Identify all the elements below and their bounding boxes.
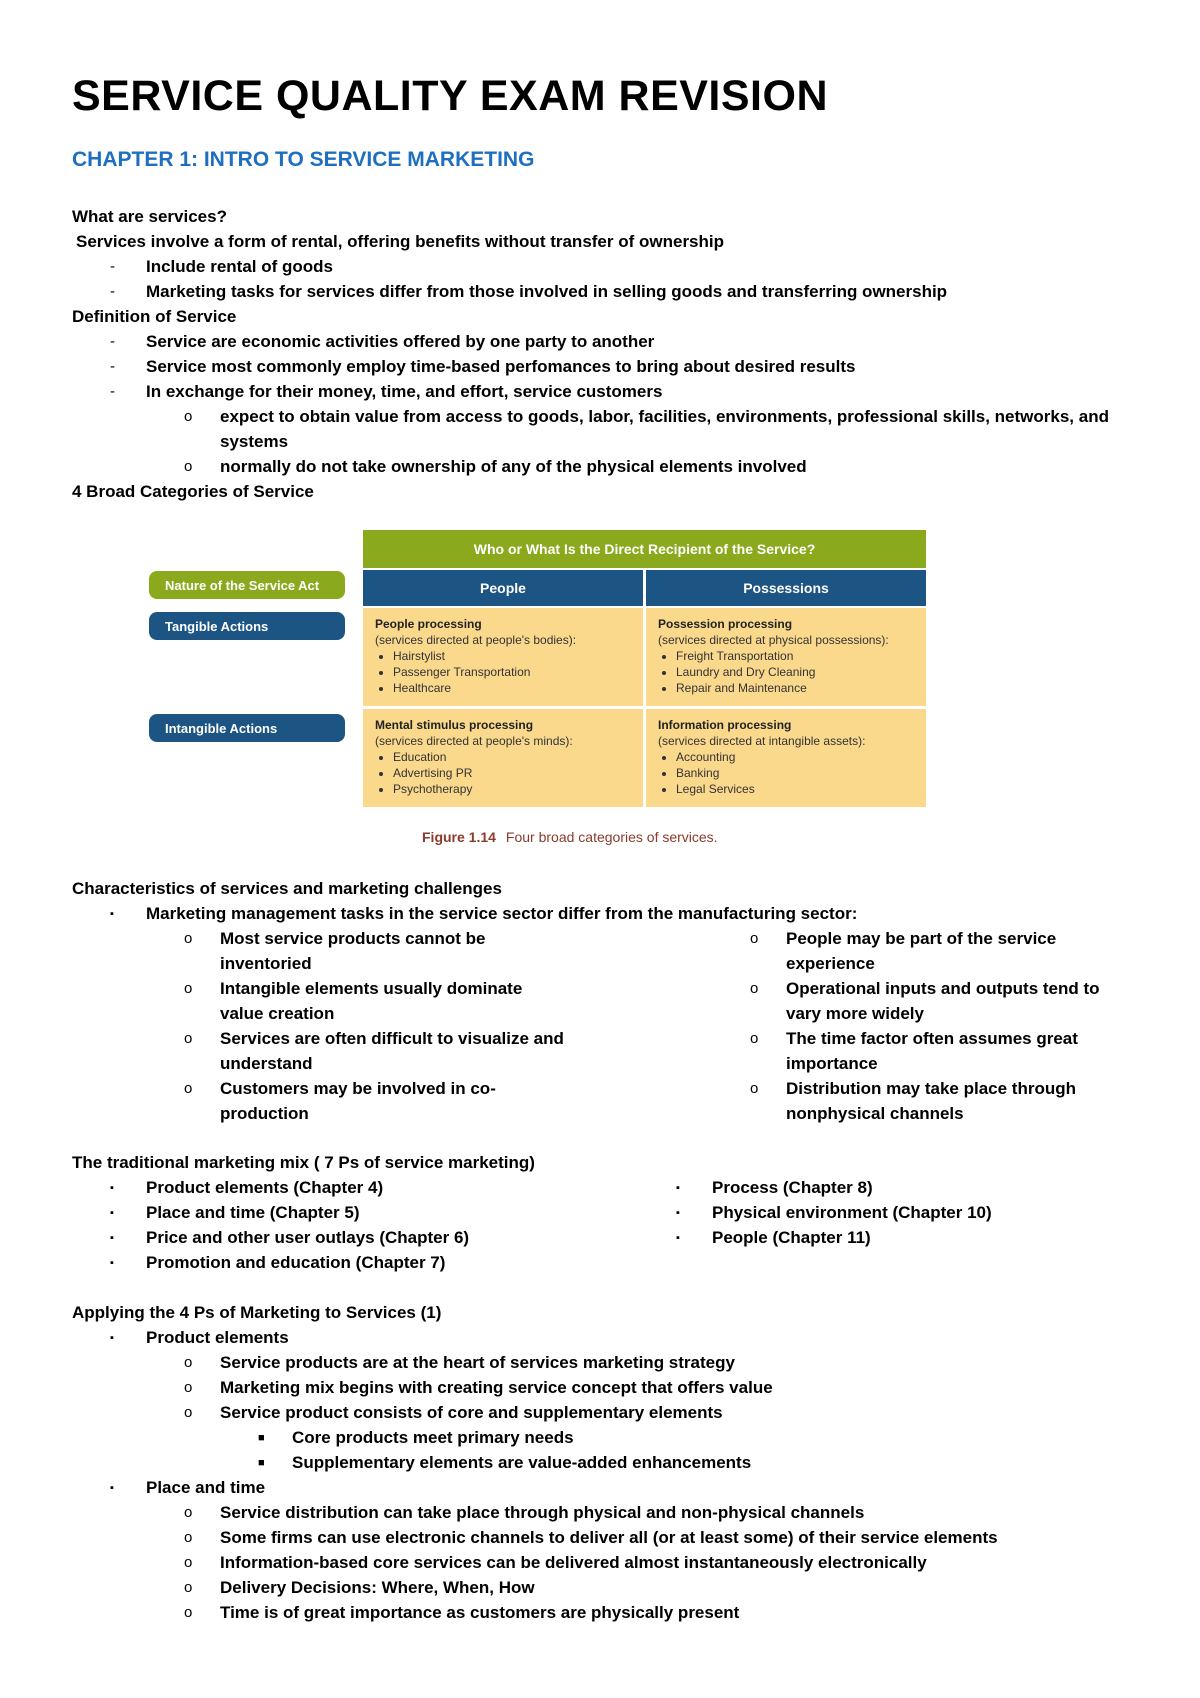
list-item: Process (Chapter 8) [712, 1178, 873, 1197]
section-heading: Applying the 4 Ps of Marketing to Services (1) [72, 1303, 442, 1322]
square-bullet-marker: ▪ [110, 1232, 114, 1244]
square-bullet-marker: ▪ [110, 1332, 114, 1344]
circle-marker: o [184, 1080, 193, 1097]
document-title: SERVICE QUALITY EXAM REVISION [72, 72, 828, 120]
cell-item: • Legal Services [676, 781, 914, 797]
statement: Services involve a form of rental, offering benefits without transfer of ownership [76, 232, 725, 251]
circle-marker: o [184, 1529, 193, 1546]
square-bullet-marker: ▪ [110, 1207, 114, 1219]
circle-marker: o [184, 1354, 193, 1371]
sub-list-item: Service products are at the heart of services marketing strategy [220, 1353, 735, 1372]
figure-header: Who or What Is the Direct Recipient of the Service? [363, 530, 926, 568]
cell-subtitle: (services directed at physical possessions): [658, 633, 889, 647]
sub-list-item: Some firms can use electronic channels to deliver all (or at least some) of their service elements [220, 1528, 998, 1547]
sub-list-item: Delivery Decisions: Where, When, How [220, 1578, 535, 1597]
cell-item: • Psychotherapy [393, 781, 631, 797]
square-bullet-marker: ▪ [676, 1207, 680, 1219]
cell-title: Possession processing [658, 617, 793, 631]
list-item: Marketing management tasks in the service sector differ from the manufacturing sector: [146, 904, 858, 923]
list-item: Place and time (Chapter 5) [146, 1203, 360, 1222]
sub-list-item: Intangible elements usually dominate [220, 979, 523, 998]
list-item: Product elements (Chapter 4) [146, 1178, 384, 1197]
sub-list-item: Time is of great importance as customers are physically present [220, 1603, 740, 1622]
cell-item: • Freight Transportation [676, 648, 914, 664]
cell-item: • Repair and Maintenance [676, 680, 914, 696]
sub-list-item: People may be part of the service [786, 929, 1057, 948]
circle-marker: o [184, 408, 193, 425]
dash-marker: - [110, 383, 115, 400]
square-bullet-marker: ▪ [110, 1182, 114, 1194]
cell-item: • Banking [676, 765, 914, 781]
cell-subtitle: (services directed at people's minds): [375, 734, 573, 748]
sub-list-item: inventoried [220, 954, 312, 973]
square-bullet-marker: ▪ [110, 1482, 114, 1494]
dash-marker: - [110, 333, 115, 350]
sub-list-item: value creation [220, 1004, 335, 1023]
section-heading: Definition of Service [72, 307, 237, 326]
cell-item: • Education [393, 749, 631, 765]
cell-item: • Laundry and Dry Cleaning [676, 664, 914, 680]
sub-sub-list-item: Core products meet primary needs [292, 1428, 574, 1447]
figure-caption [422, 829, 718, 845]
circle-marker: o [184, 1379, 193, 1396]
list-item: Include rental of goods [146, 257, 334, 276]
cell-title: Mental stimulus processing [375, 718, 534, 732]
sub-list-item: expect to obtain value from access to goods, labor, facilities, environments, professional skills, networks, and [220, 407, 1109, 426]
section-heading: What are services? [72, 207, 227, 226]
sub-list-item: systems [220, 432, 289, 451]
circle-marker: o [750, 930, 759, 947]
circle-marker: o [184, 1554, 193, 1571]
circle-marker: o [184, 1030, 193, 1047]
circle-marker: o [750, 1080, 759, 1097]
square-bullet-marker: ▪ [676, 1232, 680, 1244]
square-bullet-marker: ▪ [110, 908, 114, 920]
cell-subtitle: (services directed at people's bodies): [375, 633, 577, 647]
circle-marker: o [184, 1579, 193, 1596]
square-bullet-marker: ▪ [676, 1182, 680, 1194]
people-processing-cell [363, 608, 643, 706]
possession-processing-cell [646, 608, 926, 706]
sub-sub-list-item: Supplementary elements are value-added enhancements [292, 1453, 752, 1472]
circle-marker: o [750, 1030, 759, 1047]
list-item: Promotion and education (Chapter 7) [146, 1253, 446, 1272]
caption-number: Figure 1.14 [422, 829, 496, 845]
square-marker: ■ [258, 1457, 265, 1469]
dash-marker: - [110, 258, 115, 275]
chapter-heading: CHAPTER 1: INTRO TO SERVICE MARKETING [72, 148, 535, 171]
sub-list-item: Information-based core services can be delivered almost instantaneously electronically [220, 1553, 927, 1572]
sub-list-item: nonphysical channels [786, 1104, 964, 1123]
intangible-actions-label: Intangible Actions [149, 714, 345, 742]
sub-list-item: Operational inputs and outputs tend to [786, 979, 1100, 998]
dash-marker: - [110, 358, 115, 375]
sub-list-item: Service distribution can take place through physical and non-physical channels [220, 1503, 865, 1522]
column-header-people: People [363, 570, 643, 606]
cell-item: • Passenger Transportation [393, 664, 631, 680]
nature-of-service-label: Nature of the Service Act [149, 571, 345, 599]
column-header-possessions: Possessions [646, 570, 926, 606]
cell-subtitle: (services directed at intangible assets): [658, 734, 866, 748]
cell-item: • Hairstylist [393, 648, 631, 664]
sub-list-item: understand [220, 1054, 313, 1073]
circle-marker: o [184, 1604, 193, 1621]
sub-list-item: production [220, 1104, 309, 1123]
square-marker: ■ [258, 1432, 265, 1444]
circle-marker: o [184, 458, 193, 475]
list-item: Service most commonly employ time-based perfomances to bring about desired results [146, 357, 856, 376]
list-item: People (Chapter 11) [712, 1228, 871, 1247]
sub-list-item: normally do not take ownership of any of the physical elements involved [220, 457, 807, 476]
sub-list-item: experience [786, 954, 875, 973]
sub-list-item: Services are often difficult to visualize and [220, 1029, 564, 1048]
sub-list-item: Service product consists of core and supplementary elements [220, 1403, 723, 1422]
square-bullet-marker: ▪ [110, 1257, 114, 1269]
circle-marker: o [184, 1404, 193, 1421]
circle-marker: o [750, 980, 759, 997]
mental-stimulus-processing-cell [363, 709, 643, 807]
sub-list-item: The time factor often assumes great [786, 1029, 1078, 1048]
list-item: Service are economic activities offered by one party to another [146, 332, 655, 351]
circle-marker: o [184, 930, 193, 947]
tangible-actions-label: Tangible Actions [149, 612, 345, 640]
circle-marker: o [184, 980, 193, 997]
sub-list-item: Marketing mix begins with creating service concept that offers value [220, 1378, 773, 1397]
sub-list-item: vary more widely [786, 1004, 924, 1023]
information-processing-cell [646, 709, 926, 807]
list-item: Physical environment (Chapter 10) [712, 1203, 992, 1222]
section-heading: The traditional marketing mix ( 7 Ps of service marketing) [72, 1153, 535, 1172]
caption-text: Four broad categories of services. [505, 829, 718, 845]
list-item: Price and other user outlays (Chapter 6) [146, 1228, 470, 1247]
list-item: In exchange for their money, time, and effort, service customers [146, 382, 663, 401]
sub-list-item: Most service products cannot be [220, 929, 486, 948]
dash-marker: - [110, 283, 115, 300]
section-heading: 4 Broad Categories of Service [72, 482, 314, 501]
cell-item: • Healthcare [393, 680, 631, 696]
sub-list-item: Distribution may take place through [786, 1079, 1076, 1098]
section-heading: Characteristics of services and marketing challenges [72, 879, 502, 898]
cell-item: • Advertising PR [393, 765, 631, 781]
sub-list-item: importance [786, 1054, 878, 1073]
circle-marker: o [184, 1504, 193, 1521]
cell-item: • Accounting [676, 749, 914, 765]
cell-title: Information processing [658, 718, 792, 732]
list-item: Place and time [146, 1478, 266, 1497]
sub-list-item: Customers may be involved in co- [220, 1079, 496, 1098]
list-item: Marketing tasks for services differ from those involved in selling goods and transferring ownership [146, 282, 948, 301]
list-item: Product elements [146, 1328, 289, 1347]
cell-title: People processing [375, 617, 482, 631]
